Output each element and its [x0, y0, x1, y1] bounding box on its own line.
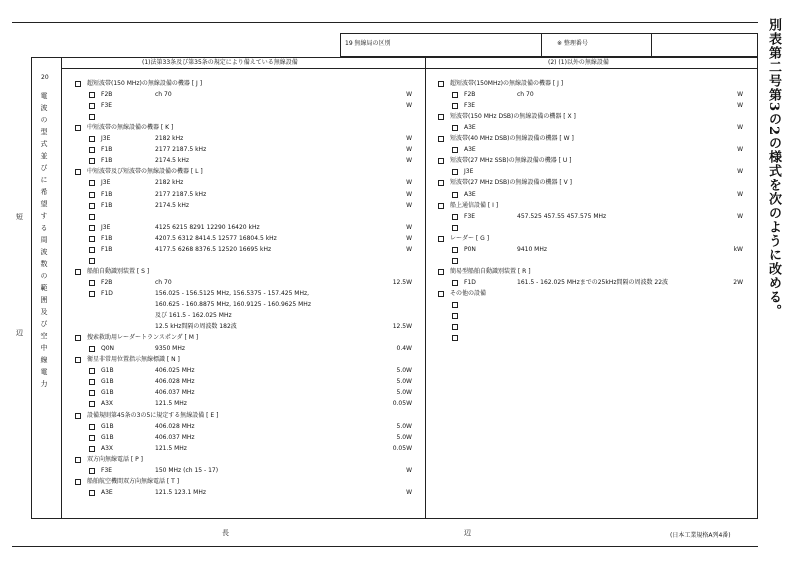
frequency: ch 70: [517, 91, 534, 99]
emission-type: G1B: [101, 389, 114, 397]
frequency: 150 MHz (ch 15 - 17): [155, 466, 219, 474]
frequency: ch 70: [155, 278, 172, 286]
antenna-power: W: [406, 245, 412, 253]
frequency: 161.5 - 162.025 MHzまでの25kHz間隔の周波数 22波: [517, 278, 669, 286]
section-heading: その他の設備: [450, 289, 487, 297]
antenna-power: 5.0W: [396, 433, 412, 441]
section-checkbox[interactable]: [75, 413, 81, 419]
row-checkbox[interactable]: [452, 169, 458, 175]
antenna-power: 2W: [733, 278, 743, 286]
side-heading: 電波の型式並びに希望する周波数の範囲及び空中線電力: [40, 92, 48, 392]
row-checkbox[interactable]: [89, 390, 95, 396]
row-checkbox[interactable]: [452, 313, 458, 319]
edge-mark-bottom: 辺: [464, 529, 471, 537]
station-type-label: 19 無線局の区別: [345, 40, 391, 47]
row-checkbox[interactable]: [452, 280, 458, 286]
frequency: 2182 kHz: [155, 179, 184, 187]
section-checkbox[interactable]: [438, 81, 444, 87]
row-checkbox[interactable]: [89, 136, 95, 142]
emission-type: F1B: [101, 201, 113, 209]
emission-type: G1B: [101, 367, 114, 375]
reference-label: ※ 整理番号: [557, 40, 588, 47]
row-checkbox[interactable]: [452, 192, 458, 198]
section-checkbox[interactable]: [438, 269, 444, 275]
antenna-power: W: [406, 466, 412, 474]
row-checkbox[interactable]: [452, 335, 458, 341]
section-heading: 中短波帯の無線設備の機器 [ K ]: [87, 124, 174, 132]
antenna-power: W: [737, 124, 743, 132]
section-heading: 超短波帯(150MHz)の無線設備の機器 [ J ]: [450, 80, 564, 87]
emission-type: A3E: [464, 190, 476, 198]
frequency: 9350 MHz: [155, 345, 186, 353]
antenna-power: 0.05W: [392, 444, 412, 452]
left-column-header: (1)法第33条及び第35条の規定により備えている無線設備: [142, 59, 298, 66]
antenna-power: W: [406, 157, 412, 165]
section-checkbox[interactable]: [438, 114, 444, 120]
row-checkbox[interactable]: [452, 125, 458, 131]
emission-type: P0N: [464, 245, 476, 253]
row-checkbox[interactable]: [452, 103, 458, 109]
antenna-power: W: [406, 190, 412, 198]
emission-type: G1B: [101, 378, 114, 386]
section-heading: レーダー [ G ]: [450, 234, 490, 242]
section-checkbox[interactable]: [75, 269, 81, 275]
antenna-power: W: [737, 212, 743, 220]
section-checkbox[interactable]: [75, 479, 81, 485]
antenna-power: 12.5W: [392, 278, 412, 286]
frequency: 4177.5 6268 8376.5 12520 16695 kHz: [155, 245, 272, 253]
emission-type: A3X: [101, 400, 114, 408]
amendment-note: 別表第二号第3の2の様式を次のように改める。: [766, 18, 781, 319]
section-heading: 船舶自動識別装置 [ S ]: [87, 267, 150, 275]
short-edge-mark-2: 辺: [16, 329, 23, 337]
emission-type: F2B: [464, 91, 476, 99]
section-checkbox[interactable]: [438, 291, 444, 297]
row-checkbox[interactable]: [452, 214, 458, 220]
frequency-continued: 160.625 - 160.8875 MHz, 160.9125 - 160.9625 MHz: [155, 301, 311, 308]
emission-type: A3E: [464, 124, 476, 132]
antenna-power: W: [737, 146, 743, 154]
row-checkbox[interactable]: [452, 92, 458, 98]
emission-type: F3E: [101, 102, 113, 110]
frequency: ch 70: [155, 91, 172, 99]
emission-type: F3E: [464, 102, 476, 110]
row-checkbox[interactable]: [89, 468, 95, 474]
row-checkbox[interactable]: [89, 435, 95, 441]
frequency: 2177 2187.5 kHz: [155, 146, 207, 154]
emission-type: J3E: [101, 223, 111, 231]
section-heading: 設備規則第45条の3の5に規定する無線設備 [ E ]: [87, 411, 219, 419]
column-divider: [425, 57, 426, 519]
section-heading: 短波帯(27 MHz DSB)の無線設備の機器 [ V ]: [450, 179, 573, 187]
section-checkbox[interactable]: [75, 169, 81, 175]
section-heading: 短波帯(40 MHz DSB)の無線設備の機器 [ W ]: [450, 135, 574, 143]
frequency: 121.5 123.1 MHz: [155, 488, 207, 496]
antenna-power: 5.0W: [396, 378, 412, 386]
antenna-power: 5.0W: [396, 422, 412, 430]
antenna-power: W: [406, 179, 412, 187]
antenna-power: W: [406, 135, 412, 143]
frequency: 2174.5 kHz: [155, 157, 190, 165]
antenna-power: 5.0W: [396, 389, 412, 397]
antenna-power: 0.05W: [392, 400, 412, 408]
emission-type: F3E: [464, 212, 476, 220]
frequency-continued: 12.5 kHz間隔の周波数 182波: [155, 323, 237, 331]
section-checkbox[interactable]: [438, 180, 444, 186]
antenna-power: W: [406, 102, 412, 110]
row-checkbox[interactable]: [452, 302, 458, 308]
side-heading-divider: [61, 57, 62, 519]
emission-type: A3E: [101, 488, 113, 496]
emission-type: F3E: [101, 466, 113, 474]
antenna-power: W: [406, 223, 412, 231]
section-heading: 短波帯(150 MHz DSB)の無線設備の機器 [ X ]: [450, 113, 576, 121]
section-checkbox[interactable]: [438, 203, 444, 209]
row-checkbox[interactable]: [89, 368, 95, 374]
section-heading: 船上通信設備 [ I ]: [450, 201, 499, 209]
row-checkbox[interactable]: [452, 247, 458, 253]
section-checkbox[interactable]: [438, 158, 444, 164]
antenna-power: W: [406, 91, 412, 99]
row-checkbox[interactable]: [89, 379, 95, 385]
frequency: 4207.5 6312 8414.5 12577 16804.5 kHz: [155, 234, 277, 242]
section-checkbox[interactable]: [75, 357, 81, 363]
emission-type: G1B: [101, 422, 114, 430]
long-edge-mark: 長: [222, 529, 229, 537]
emission-type: J3E: [101, 179, 111, 187]
section-checkbox[interactable]: [75, 457, 81, 463]
antenna-power: W: [737, 168, 743, 176]
emission-type: G1B: [101, 433, 114, 441]
emission-type: F1B: [101, 190, 113, 198]
paper-size-note: (日本工業規格A列4番): [670, 532, 731, 539]
frequency: 156.025 - 156.5125 MHz, 156.5375 - 157.425 MHz,: [155, 289, 310, 297]
row-checkbox[interactable]: [89, 258, 95, 264]
emission-type: F2B: [101, 91, 113, 99]
row-checkbox[interactable]: [89, 192, 95, 198]
bottom-rule: [12, 546, 758, 547]
frequency: 2182 kHz: [155, 135, 184, 143]
antenna-power: W: [406, 146, 412, 154]
section-heading: 衛星非常用位置指示無線標識 [ N ]: [87, 356, 180, 364]
emission-type: F2B: [101, 278, 113, 286]
row-checkbox[interactable]: [89, 446, 95, 452]
row-checkbox[interactable]: [452, 147, 458, 153]
row-checkbox[interactable]: [89, 158, 95, 164]
row-checkbox[interactable]: [89, 114, 95, 120]
section-heading: 双方向無線電話 [ P ]: [87, 455, 144, 463]
section-heading: 簡易型船舶自動識別装置 [ R ]: [450, 267, 531, 275]
frequency: 406.028 MHz: [155, 378, 195, 386]
frequency: 121.5 MHz: [155, 400, 187, 408]
frequency: 406.025 MHz: [155, 367, 195, 375]
section-heading: 短波帯(27 MHz SSB)の無線設備の機器 [ U ]: [450, 157, 572, 165]
section-checkbox[interactable]: [75, 81, 81, 87]
header-rule: [61, 68, 758, 69]
section-heading: 船舶航空機間双方向無線電話 [ T ]: [87, 477, 180, 485]
top-rule: [12, 22, 758, 23]
frequency: 2177 2187.5 kHz: [155, 190, 207, 198]
section-heading: 超短波帯(150 MHz)の無線設備の機器 [ J ]: [87, 80, 203, 87]
antenna-power: W: [737, 102, 743, 110]
row-checkbox[interactable]: [89, 92, 95, 98]
frequency: 406.028 MHz: [155, 422, 195, 430]
row-checkbox[interactable]: [89, 490, 95, 496]
emission-type: F1B: [101, 157, 113, 165]
antenna-power: W: [737, 91, 743, 99]
section-checkbox[interactable]: [438, 136, 444, 142]
antenna-power: W: [406, 201, 412, 209]
row-checkbox[interactable]: [89, 147, 95, 153]
antenna-power: 0.4W: [396, 345, 412, 353]
section-heading: 捜索救助用レーダートランスポンダ [ M ]: [87, 334, 199, 342]
frequency: 4125 6215 8291 12290 16420 kHz: [155, 223, 260, 231]
row-checkbox[interactable]: [89, 280, 95, 286]
row-checkbox[interactable]: [89, 401, 95, 407]
reference-value-box: [651, 33, 758, 57]
row-checkbox[interactable]: [89, 180, 95, 186]
row-checkbox[interactable]: [89, 203, 95, 209]
antenna-power: 12.5W: [392, 323, 412, 331]
row-checkbox[interactable]: [89, 225, 95, 231]
antenna-power: kW: [733, 245, 743, 253]
row-checkbox[interactable]: [89, 346, 95, 352]
emission-type: F1B: [101, 234, 113, 242]
right-column-header: (2) (1)以外の無線設備: [548, 59, 609, 66]
frequency-continued: 及び 161.5 - 162.025 MHz: [155, 312, 232, 320]
row-checkbox[interactable]: [89, 103, 95, 109]
antenna-power: W: [406, 488, 412, 496]
section-heading: 中短波帯及び短波帯の無線設備の機器 [ L ]: [87, 168, 203, 176]
antenna-power: W: [737, 190, 743, 198]
emission-type: F1B: [101, 146, 113, 154]
frequency: 457.525 457.55 457.575 MHz: [517, 212, 607, 220]
frequency: 406.037 MHz: [155, 433, 195, 441]
section-checkbox[interactable]: [75, 125, 81, 131]
emission-type: F1D: [101, 289, 113, 297]
emission-type: A3E: [464, 146, 476, 154]
antenna-power: 5.0W: [396, 367, 412, 375]
section-checkbox[interactable]: [438, 236, 444, 242]
frequency: 121.5 MHz: [155, 444, 187, 452]
antenna-power: W: [406, 234, 412, 242]
frequency: 9410 MHz: [517, 245, 548, 253]
side-heading-number: 20: [41, 74, 49, 81]
row-checkbox[interactable]: [89, 214, 95, 220]
emission-type: F1D: [464, 278, 476, 286]
row-checkbox[interactable]: [89, 424, 95, 430]
emission-type: J3E: [464, 168, 474, 176]
frequency: 2174.5 kHz: [155, 201, 190, 209]
row-checkbox[interactable]: [89, 247, 95, 253]
row-checkbox[interactable]: [452, 225, 458, 231]
short-edge-mark-1: 短: [16, 213, 23, 221]
section-checkbox[interactable]: [75, 335, 81, 341]
emission-type: A3X: [101, 444, 114, 452]
row-checkbox[interactable]: [89, 236, 95, 242]
row-checkbox[interactable]: [452, 324, 458, 330]
emission-type: Q0N: [101, 345, 115, 353]
row-checkbox[interactable]: [89, 291, 95, 297]
frequency: 406.037 MHz: [155, 389, 195, 397]
emission-type: J3E: [101, 135, 111, 143]
row-checkbox[interactable]: [452, 258, 458, 264]
emission-type: F1B: [101, 245, 113, 253]
